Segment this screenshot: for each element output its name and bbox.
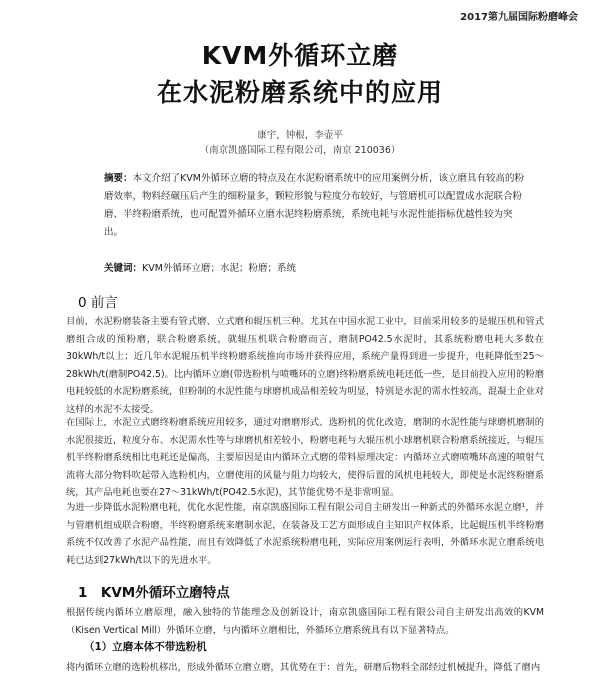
section-heading-0: 0 前言	[78, 295, 118, 311]
keywords-label: 关键词：	[104, 263, 143, 274]
section-heading-1: 1 KVM外循环立磨特点	[78, 585, 230, 601]
title-line-2: 在水泥粉磨系统中的应用	[156, 78, 443, 107]
abstract-label: 摘要：	[104, 173, 133, 184]
affiliation: （南京凯盛国际工程有限公司，南京 210036）	[199, 145, 401, 156]
paragraph: 将内循环立磨的选粉机移出，形成外循环立磨立磨，其优势在于：首先，研磨后物料全部经过机械提升，降低了磨内	[66, 662, 541, 673]
abstract-text: 本文介绍了KVM外循环立磨的特点及在水泥粉磨系统中的应用案例分析，该立磨具有较高的粉磨效率，物料经碾压后产生的细粉量多，颗粒形貌与粒度分布较好，与管磨机可以配置成水泥联合粉磨、半终粉磨系统，也可配置外循环立磨水泥终粉磨系统，系统电耗与水泥性能指标优越性较为突出。	[104, 173, 524, 238]
authors: 康宇，钟根，李壶平	[257, 130, 343, 141]
subsection-heading: （1）立磨本体不带选粉机	[84, 641, 207, 653]
paragraph: 根据传统内循环立磨原理，融入独特的节能理念及创新设计，南京凯盛国际工程有限公司自主研发出高效的KVM（Kisen Vertical Mill）外循环立磨，与内循环立磨相比，外循环立磨系统具有以下显著特点。	[66, 607, 544, 636]
keywords	[104, 260, 524, 274]
title-line-1: KVM外循环立磨	[201, 41, 399, 70]
paragraph: 目前，水泥粉磨装备主要有管式磨、立式磨和辊压机三种。尤其在中国水泥工业中，目前采用较多的是辊压机和管式磨组合成的预粉磨，联合粉磨系统，就辊压机联合粉磨而言，磨制PO42.5水泥时，其系统粉磨电耗大多数在30kWh/t以上；近几年水泥辊压机半终粉磨系统推向市场并获得应用，系统产量得到进一步提升，电耗降低至25～28kWh/t(磨制PO42.5)。比内循环立磨(带选粉机与喷嘴环的立磨)终粉磨系统电耗还低一些，是目前投入应用的粉磨电耗较低的水泥粉磨系统，但粉制的水泥性能与球磨机成品相差较为明显，特别是水泥的需水性较高，混凝土企业对这样的水泥不太接受。	[66, 316, 544, 415]
paragraph: 在国际上，水泥立式磨终粉磨系统应用较多，通过对磨磨形式、选粉机的优化改造，磨制的水泥性能与球磨机磨制的水泥很接近，粒度分布、水泥需水性等与球磨机相差较小，粉磨电耗与大辊压机小球磨机联合粉磨系统接近，与辊压机半终粉磨系统相比电耗还是偏高，主要原因是由内循环立式磨的带料原理决定：内循环立式磨喷嘴环高速的喷射气流将大部分物料吹起带入选粉机内，立磨使用的风量与阻力均较大，使得后置的风机电耗较大，即使是水泥终粉磨系统，其产品电耗也要在27～31kWh/t(PO42.5水泥)，其节能优势不是非常明显。	[66, 417, 544, 498]
abstract	[104, 170, 524, 242]
paragraph: 为进一步降低水泥粉磨电耗，优化水泥性能，南京凯盛国际工程有限公司自主研发出一种新式的外循环水泥立磨¹，并与管磨机组成联合粉磨，半终粉磨系统来磨制水泥，在装备及工艺方面形成自主知识产权体系，比起辊压机半终粉磨系统不仅改善了水泥产品性能，而且有效降低了水泥系统粉磨电耗，实际应用案例运行表明，外循环水泥立磨系统电耗已达到27kWh/t以下的先进水平。	[66, 502, 544, 566]
keywords-text: KVM外循环立磨；水泥；粉磨；系统	[142, 263, 296, 274]
running-header: 2017第九届国际粉磨峰会	[460, 12, 578, 23]
